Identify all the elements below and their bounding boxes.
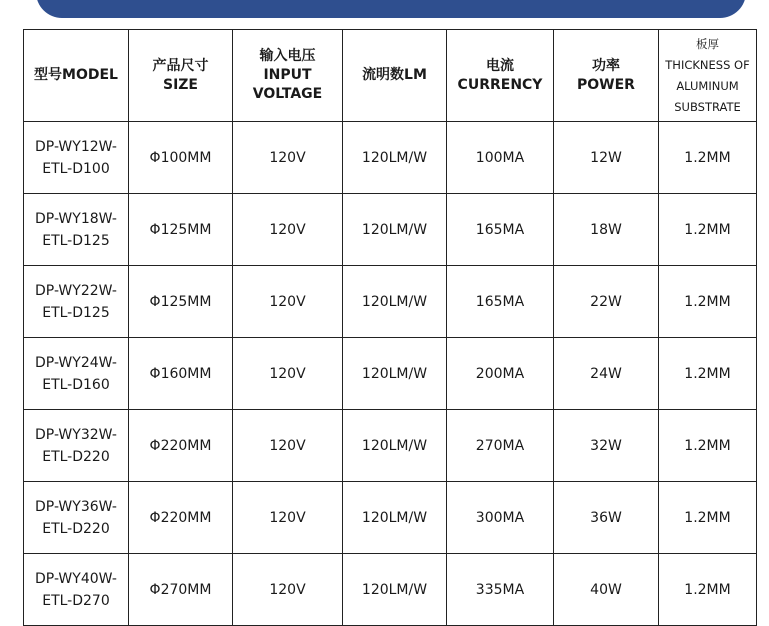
cell-current: 165MA (447, 194, 554, 266)
cell-power: 32W (554, 410, 659, 482)
cell-model (24, 194, 129, 266)
cell-model (24, 554, 129, 626)
cell-size: Φ125MM (129, 194, 233, 266)
table-row (24, 338, 757, 410)
table-row (24, 266, 757, 338)
header-lumens: 流明数LM (343, 30, 447, 122)
cell-lumens: 120LM/W (343, 266, 447, 338)
cell-model (24, 482, 129, 554)
table-row (24, 194, 757, 266)
cell-size: Φ220MM (129, 482, 233, 554)
cell-power: 36W (554, 482, 659, 554)
header-power-cn: 功率 (592, 57, 620, 74)
cell-thickness: 1.2MM (659, 554, 757, 626)
cell-voltage: 120V (233, 338, 343, 410)
cell-size: Φ220MM (129, 410, 233, 482)
cell-thickness: 1.2MM (659, 266, 757, 338)
cell-voltage: 120V (233, 266, 343, 338)
cell-thickness: 1.2MM (659, 338, 757, 410)
model-line-2: ETL-D220 (42, 448, 110, 465)
cell-lumens: 120LM/W (343, 482, 447, 554)
model-line-2: ETL-D125 (42, 232, 110, 249)
model-line-2: ETL-D160 (42, 376, 110, 393)
cell-model (24, 338, 129, 410)
model-line-1: DP-WY18W- (35, 210, 117, 227)
model-line-1: DP-WY12W- (35, 138, 117, 155)
model-line-1: DP-WY36W- (35, 498, 117, 515)
cell-voltage: 120V (233, 554, 343, 626)
cell-model (24, 122, 129, 194)
model-line-1: DP-WY22W- (35, 282, 117, 299)
cell-current: 300MA (447, 482, 554, 554)
cell-lumens: 120LM/W (343, 194, 447, 266)
header-current-en: CURRENCY (457, 76, 543, 93)
cell-power: 12W (554, 122, 659, 194)
cell-thickness: 1.2MM (659, 410, 757, 482)
cell-model (24, 266, 129, 338)
cell-power: 18W (554, 194, 659, 266)
header-size-cn: 产品尺寸 (152, 57, 209, 74)
cell-voltage: 120V (233, 482, 343, 554)
table-row (24, 410, 757, 482)
cell-current: 335MA (447, 554, 554, 626)
cell-size: Φ160MM (129, 338, 233, 410)
cell-power: 40W (554, 554, 659, 626)
header-power (554, 30, 659, 122)
cell-size: Φ270MM (129, 554, 233, 626)
cell-thickness: 1.2MM (659, 482, 757, 554)
cell-current: 165MA (447, 266, 554, 338)
cell-voltage: 120V (233, 122, 343, 194)
cell-lumens: 120LM/W (343, 122, 447, 194)
cell-lumens: 120LM/W (343, 410, 447, 482)
cell-lumens: 120LM/W (343, 554, 447, 626)
table-row (24, 122, 757, 194)
top-banner (36, 0, 746, 18)
header-voltage-en-1: INPUT (263, 67, 312, 83)
model-line-1: DP-WY32W- (35, 426, 117, 443)
header-thickness-en-2: ALUMINUM (676, 78, 739, 93)
header-voltage-cn: 输入电压 (259, 48, 316, 64)
header-power-en: POWER (577, 76, 635, 93)
header-model: 型号MODEL (24, 30, 129, 122)
cell-size: Φ125MM (129, 266, 233, 338)
cell-power: 22W (554, 266, 659, 338)
cell-current: 270MA (447, 410, 554, 482)
header-row (24, 30, 757, 122)
spec-table (23, 29, 757, 626)
model-line-2: ETL-D270 (42, 592, 110, 609)
cell-current: 200MA (447, 338, 554, 410)
header-size-en: SIZE (162, 76, 198, 93)
cell-size: Φ100MM (129, 122, 233, 194)
header-thickness-cn: 板厚 (696, 36, 719, 51)
header-thickness (659, 30, 757, 122)
cell-model (24, 410, 129, 482)
header-size (129, 30, 233, 122)
cell-thickness: 1.2MM (659, 122, 757, 194)
model-line-1: DP-WY24W- (35, 354, 117, 371)
cell-power: 24W (554, 338, 659, 410)
header-thickness-en-3: SUBSTRATE (674, 99, 741, 114)
table-row (24, 482, 757, 554)
header-input-voltage (233, 30, 343, 122)
header-thickness-en-1: THICKNESS OF (665, 57, 750, 72)
cell-thickness: 1.2MM (659, 194, 757, 266)
header-voltage-en-2: VOLTAGE (252, 86, 323, 102)
cell-lumens: 120LM/W (343, 338, 447, 410)
cell-voltage: 120V (233, 410, 343, 482)
model-line-2: ETL-D100 (42, 160, 110, 177)
header-current-cn: 电流 (486, 57, 514, 74)
model-line-2: ETL-D125 (42, 304, 110, 321)
header-current (447, 30, 554, 122)
model-line-1: DP-WY40W- (35, 570, 117, 587)
model-line-2: ETL-D220 (42, 520, 110, 537)
cell-current: 100MA (447, 122, 554, 194)
cell-voltage: 120V (233, 194, 343, 266)
table-row (24, 554, 757, 626)
